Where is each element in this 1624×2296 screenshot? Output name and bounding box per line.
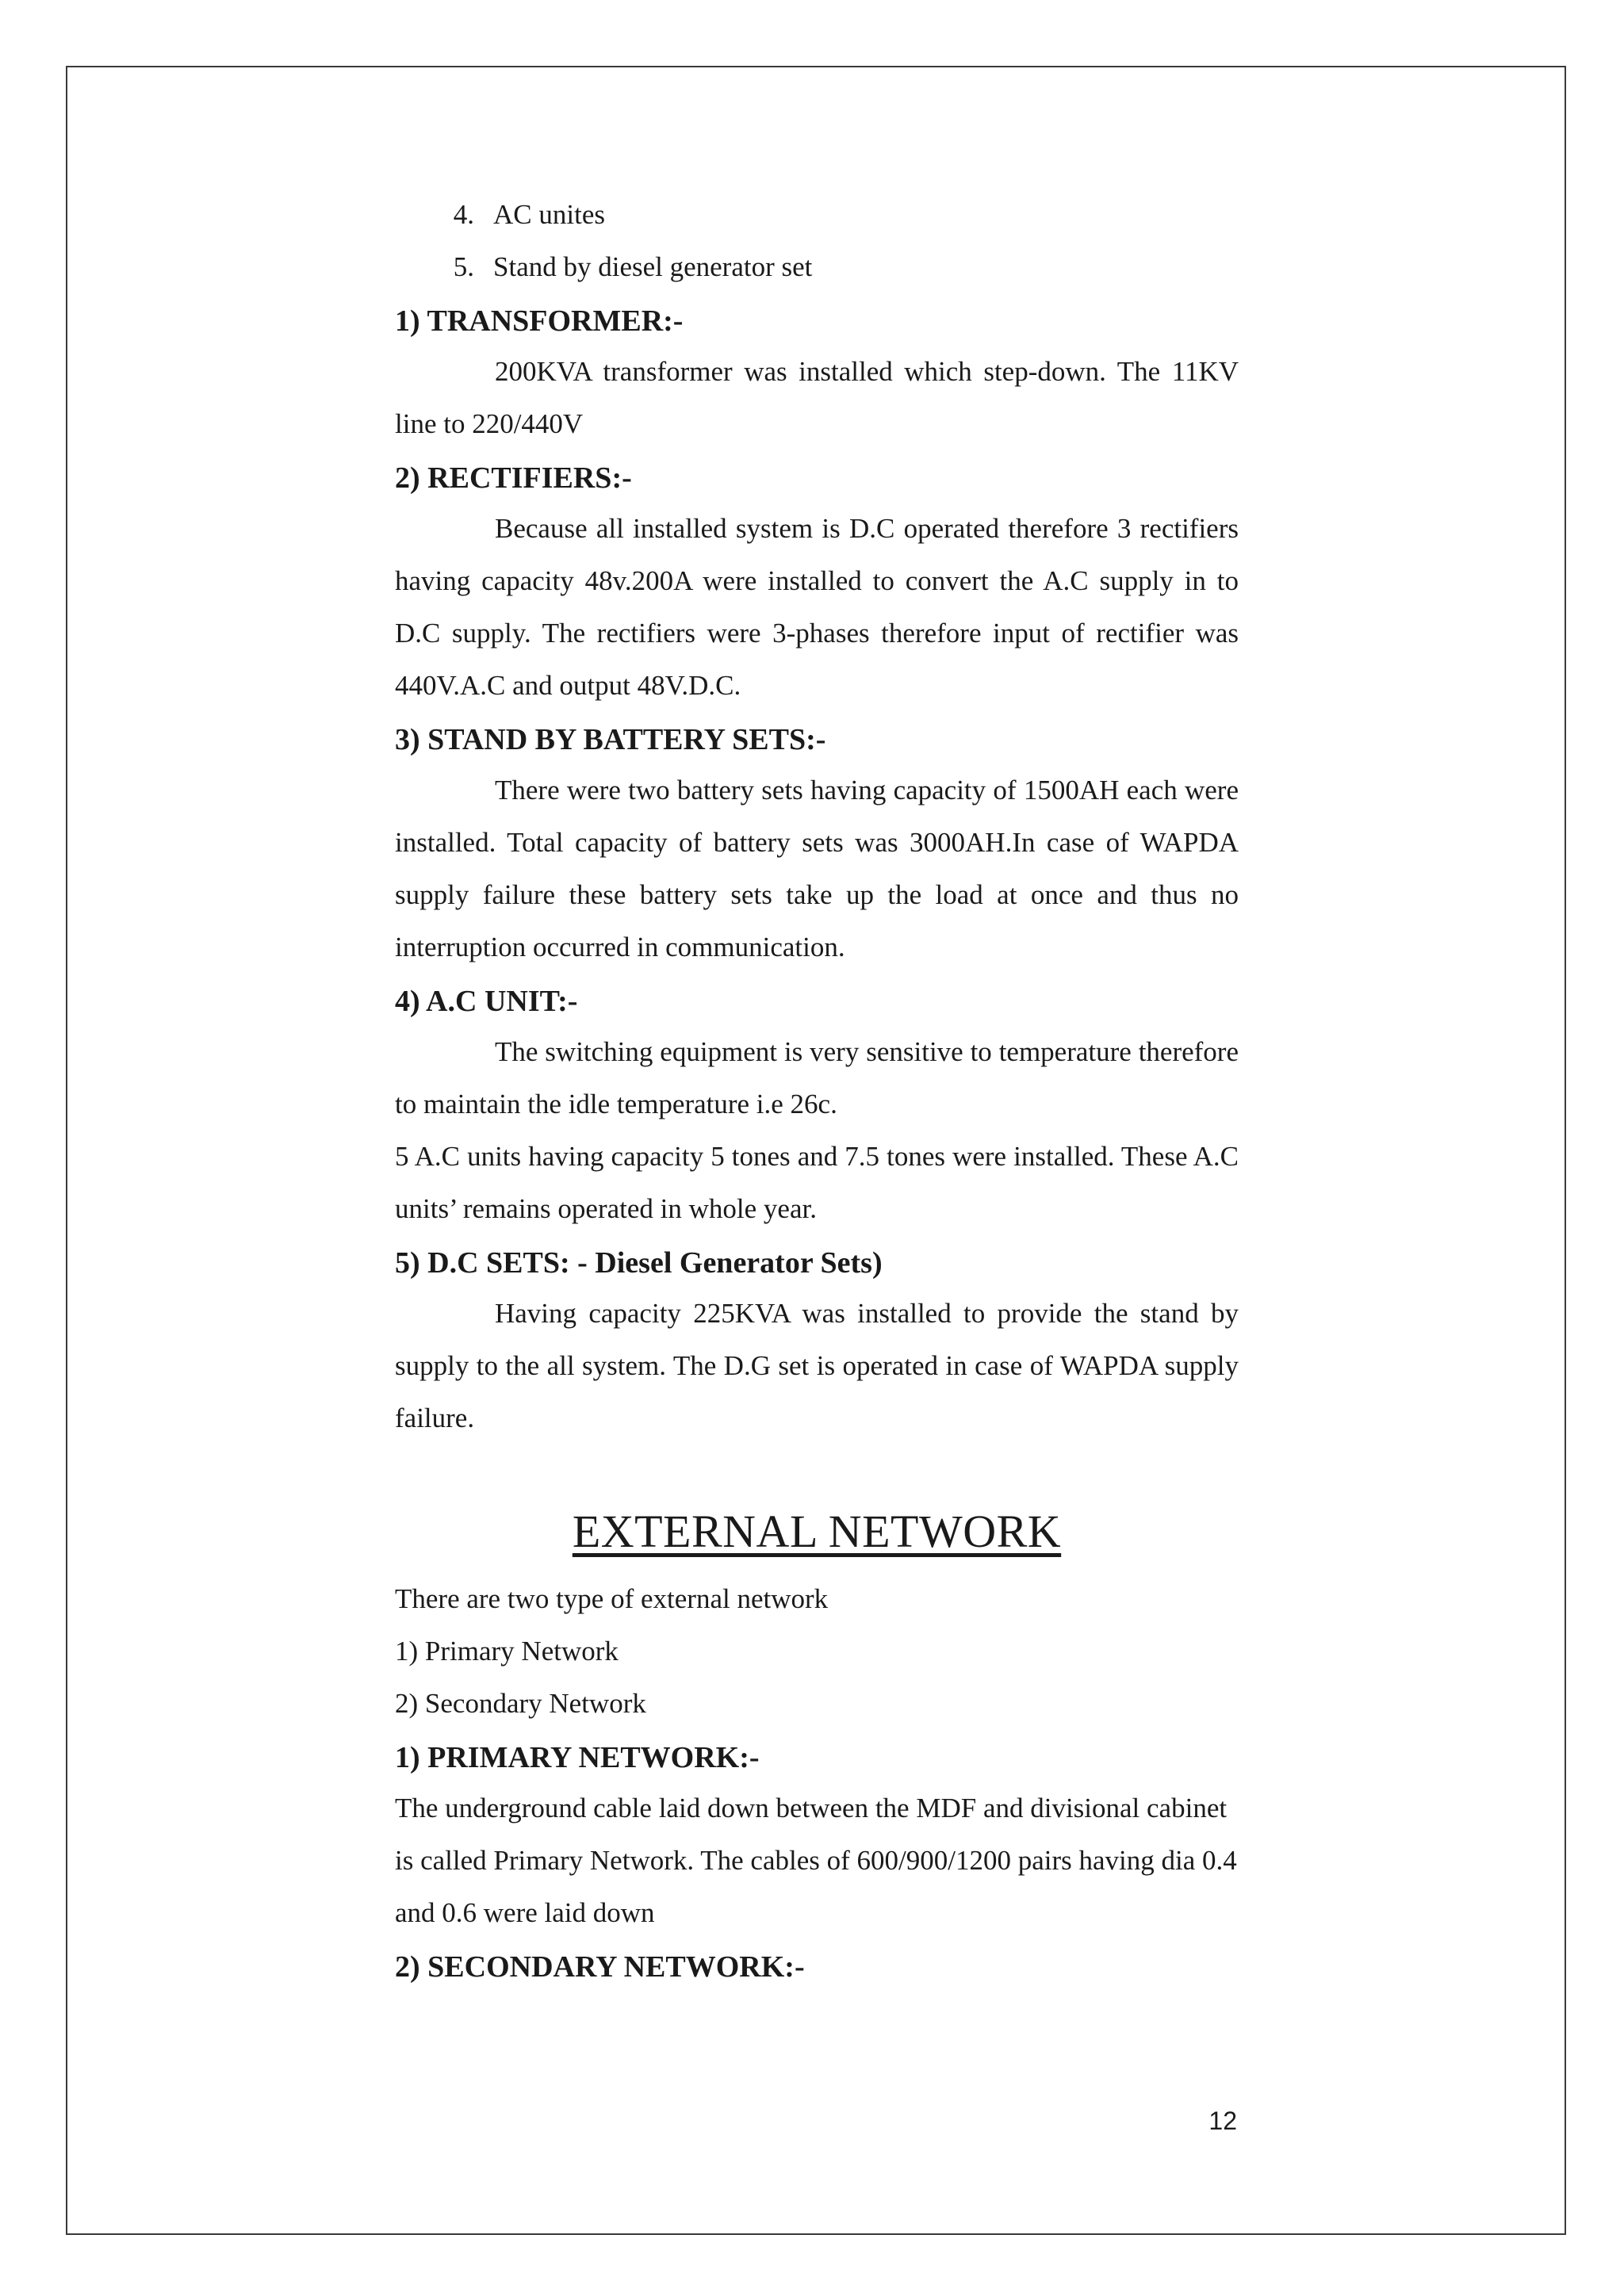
battery-paragraph: There were two battery sets having capacity of 1500AH each were installed. Total capacity of battery sets was 3000AH.In case of WAPDA supply failure these battery sets take up the load at once and thus no interruption occurred in communication.: [395, 775, 1239, 962]
rectifiers-paragraph: Because all installed system is D.C operated therefore 3 rectifiers having capacity 48v.200A were installed to convert the A.C supply in to D.C supply. The rectifiers were 3-phases therefore input of rectifier was 440V.A.C and output 48V.D.C.: [395, 513, 1239, 701]
page-content: [395, 189, 1239, 1992]
list-item-text: Stand by diesel generator set: [493, 251, 813, 282]
list-item-number: 5.: [453, 251, 474, 282]
transformer-paragraph: 200KVA transformer was installed which step-down. The 11KV line to 220/440V: [395, 356, 1239, 439]
list-item-number: 4.: [453, 199, 474, 230]
transformer-heading: 1) TRANSFORMER:-: [395, 304, 684, 338]
page-number: 12: [1208, 2107, 1237, 2135]
network-type-item: 2) Secondary Network: [395, 1688, 646, 1719]
ac-unit-paragraph: The switching equipment is very sensitive to temperature therefore to maintain the idle temperature i.e 26c.: [395, 1036, 1239, 1119]
list-item: [395, 241, 1239, 293]
external-network-intro: There are two type of external network: [395, 1583, 829, 1614]
list-item: [395, 189, 1239, 241]
ac-unit-heading: 4) A.C UNIT:-: [395, 985, 578, 1018]
secondary-network-heading: 2) SECONDARY NETWORK:-: [395, 1950, 805, 1984]
primary-network-paragraph: The underground cable laid down between the MDF and divisional cabinet is called Primary Network. The cables of 600/900/1200 pairs having dia 0.4 and 0.6 were laid down: [395, 1793, 1237, 1928]
dg-sets-heading: 5) D.C SETS: - Diesel Generator Sets): [395, 1246, 883, 1280]
primary-network-heading: 1) PRIMARY NETWORK:-: [395, 1741, 760, 1774]
list-item-text: AC unites: [493, 199, 605, 230]
network-type-item: 1) Primary Network: [395, 1636, 619, 1667]
ac-unit-paragraph-2: 5 A.C units having capacity 5 tones and 7.5 tones were installed. These A.C units’ remains operated in whole year.: [395, 1141, 1239, 1224]
battery-heading: 3) STAND BY BATTERY SETS:-: [395, 723, 826, 756]
equipment-list-continued: [395, 189, 1239, 293]
dg-sets-paragraph: Having capacity 225KVA was installed to provide the stand by supply to the all system. The D.G set is operated in case of WAPDA supply failure.: [395, 1298, 1239, 1433]
external-network-title: EXTERNAL NETWORK: [572, 1506, 1062, 1557]
rectifiers-heading: 2) RECTIFIERS:-: [395, 461, 632, 495]
